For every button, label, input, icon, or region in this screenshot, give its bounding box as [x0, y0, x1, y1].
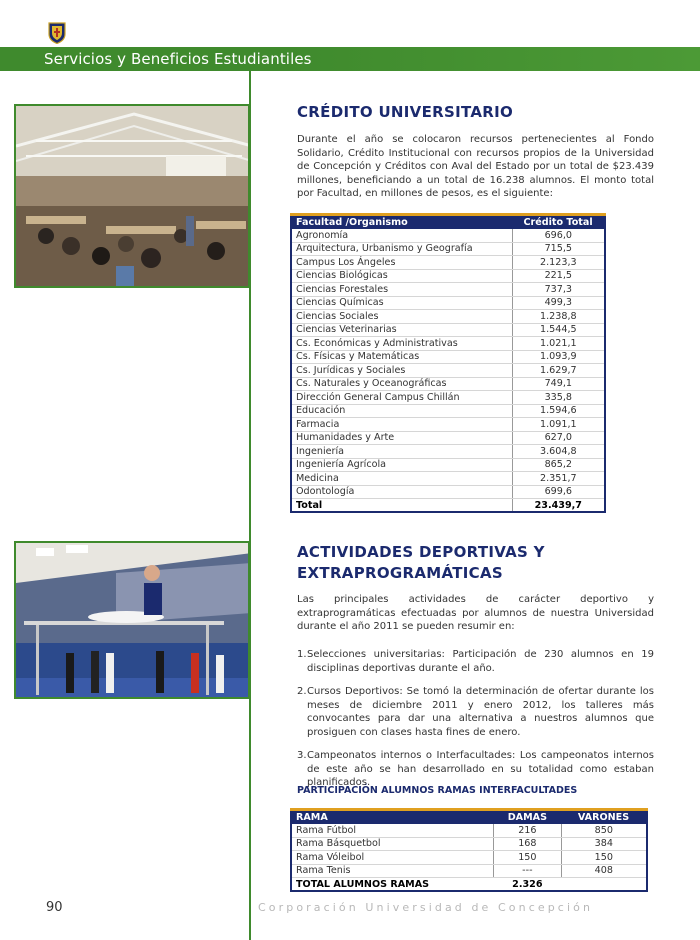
total-label-cell: TOTAL ALUMNOS RAMAS [291, 878, 494, 892]
list-item [297, 749, 654, 790]
varones-cell: 150 [561, 851, 647, 865]
table-row [291, 256, 605, 270]
table-row [291, 350, 605, 364]
university-shield-logo [48, 22, 66, 44]
faculty-cell: Cs. Jurídicas y Sociales [291, 364, 512, 378]
page-number: 90 [46, 900, 63, 915]
table-row [291, 864, 647, 878]
deportes-paragraph: Las principales actividades de carácter deportivo y extraprogramáticas efectuadas por alumnos de nuestra Universidad durante el año 2011 se pueden resumir en: [297, 594, 654, 632]
footer-text: Corporación Universidad de Concepción [258, 901, 594, 914]
faculty-cell: Ingeniería Agrícola [291, 458, 512, 472]
table-row [291, 472, 605, 486]
faculty-cell: Farmacia [291, 418, 512, 432]
table-row [291, 296, 605, 310]
credit-value-cell: 221,5 [512, 269, 605, 283]
table-row [291, 431, 605, 445]
column-header: Crédito Total [512, 215, 605, 229]
table-total-row [291, 878, 647, 892]
table-row [291, 364, 605, 378]
total-value-cell: 2.326 [494, 878, 561, 892]
credit-value-cell: 627,0 [512, 431, 605, 445]
list-item-text: Campeonatos internos o Interfacultades: Los campeonatos internos de este año se han desarrollado en su totalidad como estaban planificados. [307, 750, 654, 788]
table-row [291, 337, 605, 351]
credit-value-cell: 715,5 [512, 242, 605, 256]
credit-value-cell: 699,6 [512, 485, 605, 499]
faculty-cell: Cs. Naturales y Oceanográficas [291, 377, 512, 391]
damas-cell: 216 [494, 824, 561, 838]
credit-value-cell: 1.629,7 [512, 364, 605, 378]
credit-value-cell: 2.351,7 [512, 472, 605, 486]
table-row [291, 391, 605, 405]
list-item [297, 648, 654, 675]
section-title: Servicios y Beneficios Estudiantiles [44, 50, 312, 68]
list-item-number: 1. [297, 649, 307, 660]
table-row [291, 458, 605, 472]
faculty-cell: Odontología [291, 485, 512, 499]
varones-cell: 408 [561, 864, 647, 878]
credit-value-cell: 749,1 [512, 377, 605, 391]
credit-value-cell: 1.091,1 [512, 418, 605, 432]
credito-heading: CRÉDITO UNIVERSITARIO [297, 103, 514, 121]
faculty-cell: Educación [291, 404, 512, 418]
rama-cell: Rama Fútbol [291, 824, 494, 838]
rama-cell: Rama Tenis [291, 864, 494, 878]
table-total-row [291, 499, 605, 513]
credit-value-cell: 499,3 [512, 296, 605, 310]
faculty-cell: Ingeniería [291, 445, 512, 459]
rama-cell: Rama Básquetbol [291, 837, 494, 851]
damas-cell: --- [494, 864, 561, 878]
deportes-heading-line1: ACTIVIDADES DEPORTIVAS Y [297, 543, 545, 561]
varones-cell: 384 [561, 837, 647, 851]
section-header-band [0, 47, 700, 71]
faculty-cell: Cs. Físicas y Matemáticas [291, 350, 512, 364]
total-label-cell: Total [291, 499, 512, 513]
table-row [291, 485, 605, 499]
list-item [297, 685, 654, 739]
table-row [291, 445, 605, 459]
table-row [291, 377, 605, 391]
credit-value-cell: 1.093,9 [512, 350, 605, 364]
table-row [291, 242, 605, 256]
credit-value-cell: 1.544,5 [512, 323, 605, 337]
credit-value-cell: 1.238,8 [512, 310, 605, 324]
credit-value-cell: 865,2 [512, 458, 605, 472]
faculty-cell: Humanidades y Arte [291, 431, 512, 445]
table-row [291, 851, 647, 865]
table-row [291, 229, 605, 243]
credit-value-cell: 335,8 [512, 391, 605, 405]
faculty-cell: Cs. Económicas y Administrativas [291, 337, 512, 351]
deportes-heading [297, 542, 597, 584]
list-item-text: Cursos Deportivos: Se tomó la determinación de ofertar durante los meses de diciembre 2011 y enero 2012, los talleres más convocantes para dar una alternativa a nuestros alumnos que prosiguen con clases hasta fines de enero. [307, 686, 654, 738]
table-row [291, 837, 647, 851]
faculty-cell: Ciencias Biológicas [291, 269, 512, 283]
varones-cell: 850 [561, 824, 647, 838]
deportes-list [297, 648, 654, 800]
faculty-cell: Medicina [291, 472, 512, 486]
list-item-number: 3. [297, 750, 307, 761]
faculty-cell: Ciencias Químicas [291, 296, 512, 310]
column-header: DAMAS [494, 810, 561, 824]
credito-paragraph: Durante el año se colocaron recursos pertenecientes al Fondo Solidario, Crédito Institucional con recursos propios de la Universidad de Concepción y Créditos con Aval del Estado por un total de $23.439 millones, beneficiando a un total de 16.238 alumnos. El monto total por Facultad, en millones de pesos, es el siguiente: [297, 134, 654, 199]
ramas-subheading: PARTICIPACIÓN ALUMNOS RAMAS INTERFACULTADES [297, 785, 578, 796]
column-header: RAMA [291, 810, 494, 824]
faculty-cell: Campus Los Ángeles [291, 256, 512, 270]
table-header-row [291, 215, 605, 229]
table-row [291, 404, 605, 418]
faculty-cell: Arquitectura, Urbanismo y Geografía [291, 242, 512, 256]
damas-cell: 168 [494, 837, 561, 851]
table-row [291, 323, 605, 337]
damas-cell: 150 [494, 851, 561, 865]
table-row [291, 418, 605, 432]
credit-value-cell: 1.594,6 [512, 404, 605, 418]
total-value-cell: 23.439,7 [512, 499, 605, 513]
gymnastics-parallel-bars-photo [14, 541, 250, 699]
total-empty-cell [561, 878, 647, 892]
table-row [291, 269, 605, 283]
faculty-cell: Ciencias Sociales [291, 310, 512, 324]
ramas-table [290, 808, 648, 892]
faculty-cell: Dirección General Campus Chillán [291, 391, 512, 405]
faculty-cell: Agronomía [291, 229, 512, 243]
column-header: VARONES [561, 810, 647, 824]
faculty-cell: Ciencias Forestales [291, 283, 512, 297]
cafeteria-interior-photo [14, 104, 250, 288]
table-row [291, 283, 605, 297]
table-header-row [291, 810, 647, 824]
table-row [291, 824, 647, 838]
credit-value-cell: 2.123,3 [512, 256, 605, 270]
credit-value-cell: 3.604,8 [512, 445, 605, 459]
list-item-number: 2. [297, 686, 307, 697]
column-header: Facultad /Organismo [291, 215, 512, 229]
credit-value-cell: 737,3 [512, 283, 605, 297]
credit-value-cell: 1.021,1 [512, 337, 605, 351]
table-row [291, 310, 605, 324]
deportes-heading-line2: EXTRAPROGRAMÁTICAS [297, 564, 503, 582]
credito-table [290, 213, 606, 513]
rama-cell: Rama Vóleibol [291, 851, 494, 865]
faculty-cell: Ciencias Veterinarias [291, 323, 512, 337]
list-item-text: Selecciones universitarias: Participación de 230 alumnos en 19 disciplinas deportivas durante el año. [307, 649, 654, 674]
credit-value-cell: 696,0 [512, 229, 605, 243]
